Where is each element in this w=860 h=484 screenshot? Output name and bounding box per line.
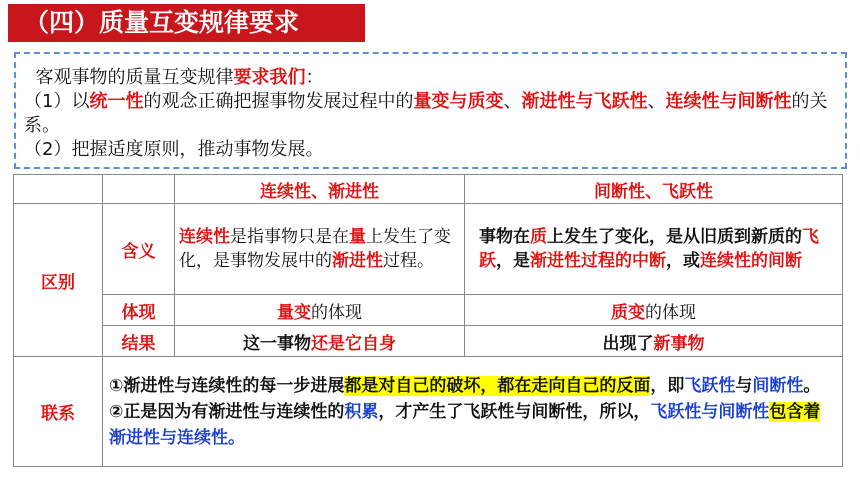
table-row-meaning xyxy=(14,204,843,295)
blue-text: 。 xyxy=(228,427,245,448)
body-text: 与 xyxy=(735,375,753,396)
intro-text: 、 xyxy=(503,91,522,112)
body-text: ，或 xyxy=(666,251,700,271)
emphasis-text: 连续性的间断 xyxy=(700,251,802,271)
header-right: 间断性、飞跃性 xyxy=(465,175,843,204)
blue-text: 渐进性与连续性 xyxy=(109,427,228,448)
row-label-result: 结果 xyxy=(103,326,175,357)
emphasis-text: 量 xyxy=(349,227,366,247)
table-row-result xyxy=(14,326,843,357)
row-label-embody: 体现 xyxy=(103,295,175,326)
embody-right-cell xyxy=(465,295,843,326)
emphasis-text: 飞跃 xyxy=(479,227,819,271)
body-text: ，才产生了飞跃性与间断性，所以， xyxy=(378,401,651,422)
body-text: 这一事物 xyxy=(243,333,311,354)
intro-text: 的关系。 xyxy=(24,91,828,136)
row-label-meaning: 含义 xyxy=(103,204,175,295)
result-right-cell xyxy=(465,326,843,357)
body-text: 事物在 xyxy=(479,227,530,247)
header-empty-cell xyxy=(103,175,175,204)
intro-text: 客观事物的质量互变规律 xyxy=(35,67,234,88)
intro-line-1 xyxy=(24,66,837,90)
result-left-cell xyxy=(175,326,465,357)
body-text: ②正是因为有渐进性与连续性的 xyxy=(109,401,345,422)
link-paragraph-2 xyxy=(109,399,836,451)
link-paragraph-1 xyxy=(109,373,836,399)
body-text: ①渐进性与连续性的每一步进展 xyxy=(109,375,345,396)
intro-emphasis: 量变与质变 xyxy=(413,91,504,112)
blue-text: 积累 xyxy=(344,401,379,422)
intro-text: 、 xyxy=(647,91,666,112)
embody-left-cell xyxy=(175,295,465,326)
section-diff-label: 区别 xyxy=(14,204,103,357)
meaning-left-cell xyxy=(175,204,465,295)
intro-emphasis: 要求我们 xyxy=(233,67,306,88)
body-text: 出现了 xyxy=(602,333,654,354)
blue-text: 间断性 xyxy=(752,375,804,396)
link-cell xyxy=(103,357,843,467)
intro-emphasis: 统一性 xyxy=(89,91,144,112)
table-row-embody xyxy=(14,295,843,326)
body-text: 过程。 xyxy=(383,251,434,271)
intro-emphasis: 渐进性与飞跃性 xyxy=(521,91,648,112)
intro-box xyxy=(14,52,847,169)
table-row-link xyxy=(14,357,843,467)
meaning-right-cell xyxy=(465,204,843,295)
body-text: ，是 xyxy=(496,251,530,271)
emphasis-text: 还是它自身 xyxy=(311,333,396,354)
blue-text: 飞跃性 xyxy=(684,375,736,396)
header-empty-cell xyxy=(14,175,103,204)
emphasis-text: 新事物 xyxy=(653,333,705,354)
body-text: 上发生了变化，是从旧质到新质的 xyxy=(547,227,802,247)
emphasis-text: 渐进性过程的中断 xyxy=(530,251,666,271)
intro-text: ： xyxy=(305,67,324,88)
body-text: 上发生了变化，是事物发展中的 xyxy=(179,227,451,271)
body-text: ，即 xyxy=(650,375,685,396)
body-text: 是指事物只是在 xyxy=(230,227,349,247)
emphasis-text: 质 xyxy=(530,227,547,247)
intro-text: 的观念正确把握事物发展过程中的 xyxy=(143,91,414,112)
highlight-text: 都是对自己的破坏，都在走向自己的反面 xyxy=(344,375,651,396)
comparison-table xyxy=(13,174,843,467)
blue-text: 飞跃性与间断性 xyxy=(650,401,770,422)
page-title: （四）质量互变规律要求 xyxy=(8,4,365,42)
body-text: 的体现 xyxy=(645,302,696,323)
emphasis-text: 量变 xyxy=(277,302,311,323)
intro-text: （1）以 xyxy=(24,91,90,112)
emphasis-text: 渐进性 xyxy=(332,251,383,271)
body-text: 。 xyxy=(803,375,821,396)
header-left: 连续性、渐进性 xyxy=(175,175,465,204)
section-link-label: 联系 xyxy=(14,357,103,467)
intro-emphasis: 连续性与间断性 xyxy=(665,91,792,112)
emphasis-text: 连续性 xyxy=(179,227,230,247)
intro-line-2 xyxy=(24,90,837,138)
highlight-text: 包含着 xyxy=(769,401,821,422)
intro-line-3: （2）把握适度原则，推动事物发展。 xyxy=(24,139,324,160)
emphasis-text: 质变 xyxy=(611,302,645,323)
table-header-row xyxy=(14,175,843,204)
body-text: 的体现 xyxy=(311,302,362,323)
